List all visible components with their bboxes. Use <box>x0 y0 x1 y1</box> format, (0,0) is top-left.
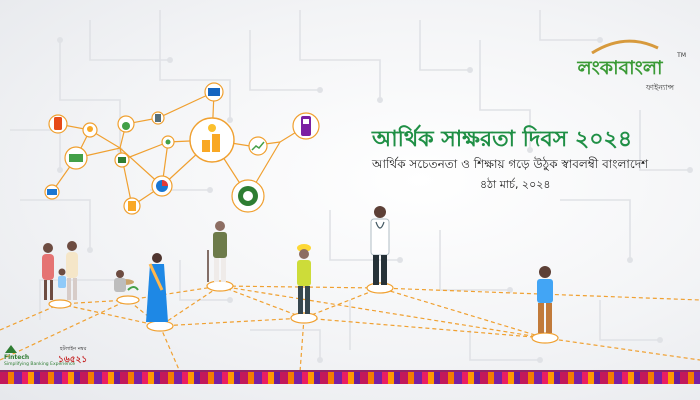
brand-subtitle: ফাইন্যান্স <box>645 83 674 92</box>
elderly-man-figure <box>208 221 227 282</box>
growth-chart-icon <box>249 137 267 155</box>
worker-figure <box>297 244 311 314</box>
footer-logo <box>4 344 94 372</box>
pos-terminal-icon <box>293 113 319 139</box>
wallet-icon <box>115 153 129 167</box>
fintech-logo-icon <box>4 344 18 354</box>
coin-stack-icon <box>190 118 234 162</box>
footer-tagline: Simplifying Banking Experience <box>4 362 76 367</box>
hand-coin-icon <box>83 123 97 137</box>
farmer-figure <box>114 270 138 292</box>
doctor-figure <box>371 206 389 285</box>
hotline-label: হটলাইন নম্বর <box>60 346 87 352</box>
calculator-icon <box>152 112 164 124</box>
logo-arc-icon <box>590 38 660 54</box>
mobile-payment-icon <box>49 115 67 133</box>
page-subtitle: আর্থিক সচেতনতা ও শিক্ষায় গড়ে উঠুক স্বাবলম্বী বাংলাদেশ <box>372 157 649 171</box>
card-icon <box>45 185 59 199</box>
money-cycle-icon <box>162 136 174 148</box>
brand-logo <box>556 38 686 100</box>
icon-network-lines <box>52 92 306 206</box>
family-figure <box>42 241 78 300</box>
event-date: ৪ঠা মার্চ, ২০২৪ <box>480 178 551 191</box>
hotline-number: ১৬৫২১ <box>58 355 88 365</box>
brand-name: লংকাবাংলা <box>577 57 663 79</box>
bank-icon <box>205 83 223 101</box>
money-bag-icon <box>118 116 134 132</box>
brand-trademark: TM <box>677 52 686 59</box>
page-title: আর্থিক সাক্ষরতা দিবস ২০২৪ <box>372 127 633 152</box>
document-icon <box>124 198 140 214</box>
people-network-lines <box>0 286 700 372</box>
woman-saree-figure <box>146 253 168 322</box>
young-man-figure <box>537 266 553 333</box>
pie-chart-icon <box>152 176 172 196</box>
cash-hand-icon <box>65 147 87 169</box>
money-exchange-icon <box>232 180 264 212</box>
footer-brand: Fintech <box>4 354 30 361</box>
icon-network-nodes <box>45 83 319 214</box>
decorative-border <box>0 372 700 384</box>
